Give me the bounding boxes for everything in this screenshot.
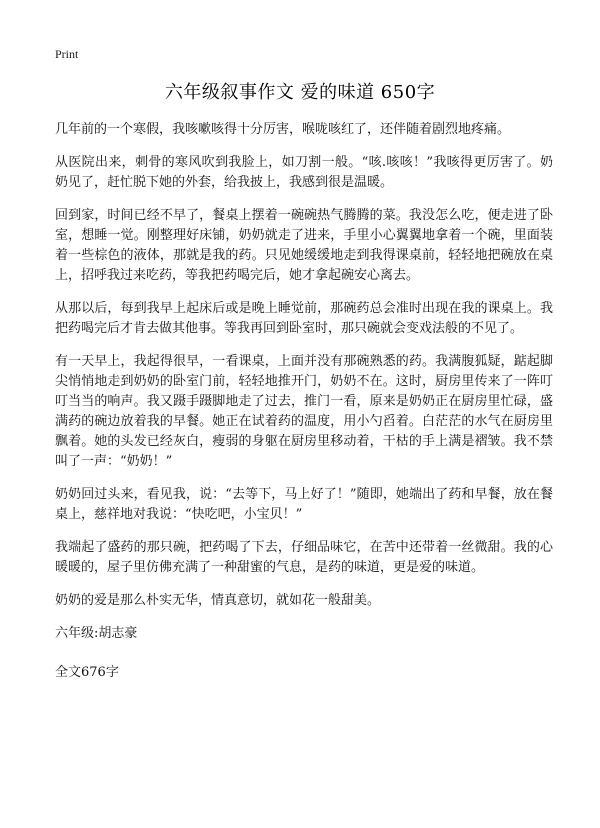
paragraph-2: 从医院出来，刺骨的寒风吹到我脸上，如刀割一般。“咳.咳咳！”我咳得更厉害了。奶奶见了，赶忙脱下她的外套，给我披上，我感到很是温暖。 [55,155,553,190]
paragraph-7: 我端起了盛药的那只碗，把药喝了下去，仔细品味它，在苦中还带着一丝微甜。我的心暖暖的，屋子里仿佛充满了一种甜蜜的气息，是药的味道，更是爱的味道。 [55,540,553,575]
paragraph-4: 从那以后，每到我早上起床后或是晚上睡觉前，那碗药总会准时出现在我的课桌上。我把药喝完后才肯去做其他事。等我再回到卧室时，那只碗就会变戏法般的不见了。 [55,301,553,336]
author-line: 六年级:胡志豪 [55,626,138,641]
print-label[interactable]: Print [55,47,79,61]
document-title: 六年级叙事作文 爱的味道 650字 [164,82,436,103]
paragraph-1: 几年前的一个寒假，我咳嗽咳得十分厉害，喉咙咳红了，还伴随着剧烈地疼痛。 [55,122,511,137]
paragraph-3: 回到家，时间已经不早了，餐桌上摆着一碗碗热气腾腾的菜。我没怎么吃，便走进了卧室，想睡一觉。刚整理好床铺，奶奶就走了进来，手里小心翼翼地拿着一个碗，里面装着一些棕色的液体，那就是我的药。只见她缓缓地走到我得课桌前，轻轻地把碗放在桌上，招呼我过来吃药，等我把药喝完后，她才拿起碗安心离去。 [55,208,553,283]
paragraph-5: 有一天早上，我起得很早，一看课桌，上面并没有那碗熟悉的药。我满腹狐疑，踮起脚尖悄悄地走到奶奶的卧室门前，轻轻地推开门，奶奶不在。这时，厨房里传来了一阵叮叮当当的响声。我又蹑手蹑脚地走了过去，推门一看，原来是奶奶正在厨房里忙碌，盛满药的碗边放着我的早餐。她正在试着药的温度，用小勺舀着。白茫茫的水气在厨房里飘着。她的头发已经灰白，瘦弱的身躯在厨房里移动着，干枯的手上满是褶皱。我不禁叫了一声：“奶奶！” [55,354,553,469]
paragraph-6: 奶奶回过头来，看见我，说：“去等下，马上好了！”随即，她端出了药和早餐，放在餐桌上，慈祥地对我说：“快吃吧，小宝贝！” [55,487,553,522]
word-count: 全文676字 [55,665,119,680]
document-body [55,120,553,702]
paragraph-8: 奶奶的爱是那么朴实无华，情真意切，就如花一般甜美。 [55,593,381,608]
